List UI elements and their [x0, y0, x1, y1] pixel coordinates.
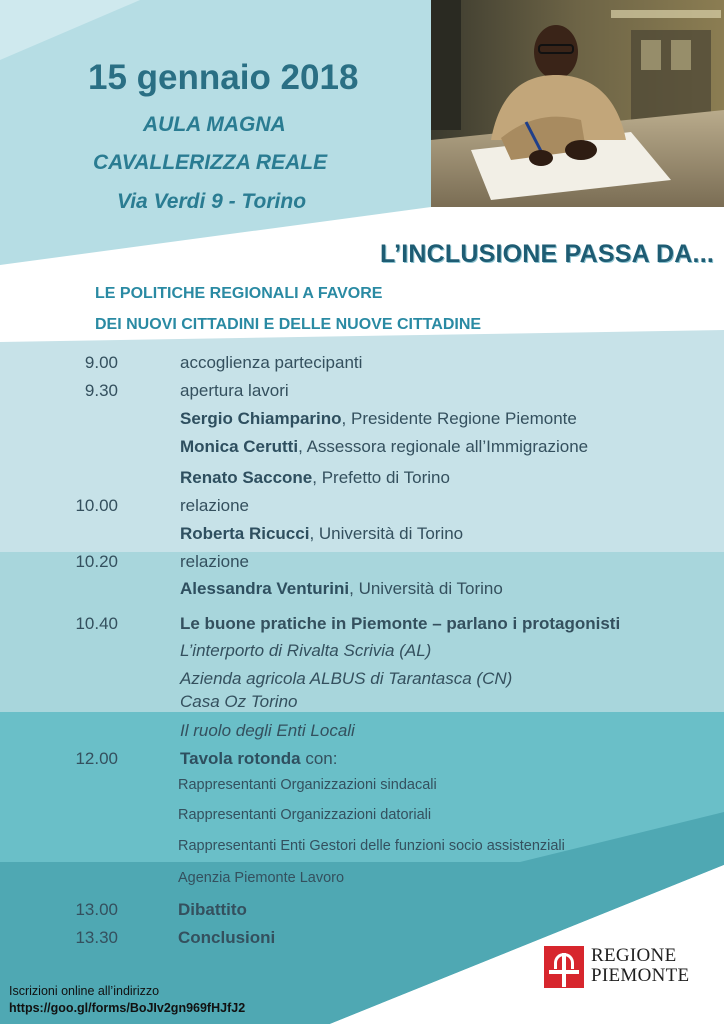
program-row: [0, 669, 724, 693]
program-time: 13.00: [75, 900, 118, 919]
program-row: [0, 614, 724, 638]
program-item: Dibattito: [178, 900, 247, 919]
speaker-role: , Università di Torino: [309, 524, 464, 543]
speaker-role: , Prefetto di Torino: [312, 468, 450, 487]
speaker-role: , Assessora regionale all’Immigrazione: [298, 437, 589, 456]
headline: L’INCLUSIONE PASSA DA...: [380, 240, 714, 268]
student-writing-photo: [431, 0, 724, 207]
speaker-line: [180, 437, 588, 457]
program-time: 9.00: [84, 353, 118, 372]
program-item: Azienda agricola ALBUS di Tarantasca (CN): [180, 669, 513, 688]
program-row: [0, 468, 724, 492]
speaker-line: [180, 524, 463, 544]
program-time: 10.00: [75, 496, 118, 515]
program-item: [180, 749, 337, 769]
speaker-line: [180, 409, 577, 429]
subtitle-line-1: LE POLITICHE REGIONALI A FAVORE: [95, 285, 383, 302]
regione-piemonte-logo-icon: [544, 946, 584, 988]
registration-link[interactable]: https://goo.gl/forms/BoJIv2gn969fHJfJ2: [9, 1001, 246, 1015]
program-time: 9.30: [84, 381, 118, 400]
program-row: [0, 552, 724, 576]
registration-info: [9, 983, 245, 1017]
speaker-role: , Presidente Regione Piemonte: [341, 409, 577, 428]
program-item: Casa Oz Torino: [180, 692, 298, 711]
subtitle-line-2: DEI NUOVI CITTADINI E DELLE NUOVE CITTADINE: [95, 316, 482, 333]
program-item: relazione: [180, 496, 249, 515]
program-item: accoglienza partecipanti: [180, 353, 363, 372]
venue-name: AULA MAGNA: [143, 113, 286, 136]
speaker-name: Roberta Ricucci: [180, 524, 310, 543]
roundtable-participant: Rappresentanti Organizzazioni datoriali: [178, 807, 432, 823]
program-item: relazione: [180, 552, 249, 571]
speaker-name: Alessandra Venturini: [180, 579, 350, 598]
speaker-role: , Università di Torino: [349, 579, 503, 598]
program-item: Il ruolo degli Enti Locali: [180, 721, 355, 740]
program-item: L’interporto di Rivalta Scrivia (AL): [180, 641, 432, 660]
venue-building: CAVALLERIZZA REALE: [93, 151, 328, 174]
program-row: [0, 777, 724, 801]
program-row: [0, 641, 724, 665]
program-item-bold: Tavola rotonda: [180, 749, 301, 768]
program-row: [0, 900, 724, 924]
logo-word-piemonte: PIEMONTE: [591, 965, 690, 986]
roundtable-participant: Rappresentanti Organizzazioni sindacali: [178, 777, 437, 793]
program-row: [0, 409, 724, 433]
program-row: [0, 496, 724, 520]
program-time: 10.40: [75, 614, 118, 633]
program-row: [0, 524, 724, 548]
program-row: [0, 381, 724, 405]
program-time: 10.20: [75, 552, 118, 571]
program-item: apertura lavori: [180, 381, 289, 400]
program-row: [0, 353, 724, 377]
program-row: [0, 838, 724, 862]
program-row: [0, 437, 724, 461]
program-row: [0, 749, 724, 773]
program-time: 12.00: [75, 749, 118, 768]
program-row: [0, 870, 724, 894]
logo-bar: [549, 970, 579, 974]
speaker-name: Renato Saccone: [180, 468, 313, 487]
roundtable-participant: Agenzia Piemonte Lavoro: [178, 870, 345, 886]
program-row: [0, 807, 724, 831]
program-item-rest: con:: [300, 749, 338, 768]
roundtable-participant: Rappresentanti Enti Gestori delle funzioni socio assistenziali: [178, 838, 565, 854]
program-row: [0, 579, 724, 603]
program-item: Conclusioni: [178, 928, 276, 947]
venue-address: Via Verdi 9 - Torino: [117, 190, 307, 213]
event-date: 15 gennaio 2018: [88, 58, 359, 97]
program-time: 13.30: [75, 928, 118, 947]
program-row: [0, 721, 724, 745]
speaker-line: [180, 579, 503, 599]
program-item: Le buone pratiche in Piemonte – parlano i protagonisti: [180, 614, 621, 633]
speaker-name: Sergio Chiamparino: [180, 409, 342, 428]
speaker-line: [180, 468, 450, 488]
regione-piemonte-logo: [544, 944, 694, 990]
registration-label: Iscrizioni online all’indirizzo: [9, 984, 160, 998]
logo-word-regione: REGIONE: [591, 945, 677, 966]
program-row: [0, 692, 724, 716]
speaker-name: Monica Cerutti: [180, 437, 299, 456]
